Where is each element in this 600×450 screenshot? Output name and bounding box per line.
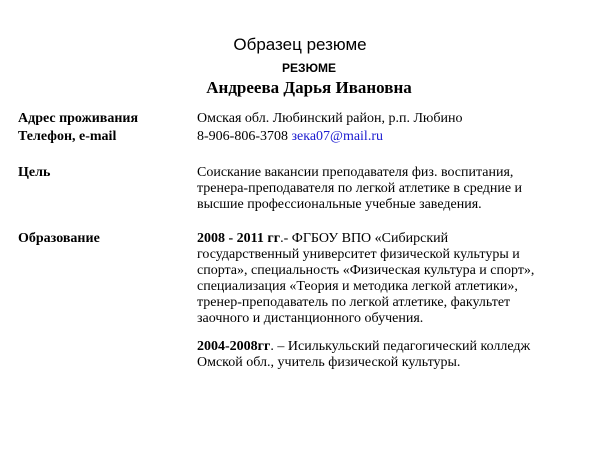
education-years: 2008 - 2011 гг	[197, 231, 281, 246]
email-link[interactable]: зека07@mail.ru	[291, 129, 383, 144]
education-entry-1	[197, 231, 582, 327]
education-label: Образование	[18, 231, 100, 246]
education-institution: .- ФГБОУ ВПО «Сибирский	[280, 231, 449, 246]
address-value: Омская обл. Любинский район, р.п. Любино	[197, 111, 463, 126]
education-entry-first-line	[197, 339, 582, 355]
education-line: заочного и дистанционного обучения.	[197, 311, 424, 326]
goal-text	[197, 165, 582, 213]
goal-line: Соискание вакансии преподавателя физ. воспитания,	[197, 165, 514, 180]
sample-title: Образец резюме	[233, 35, 367, 54]
education-line: государственный университет физической культуры и	[197, 247, 520, 262]
resume-label: РЕЗЮМЕ	[282, 61, 336, 75]
education-institution: . – Исилькульский педагогический колледж	[270, 339, 531, 354]
full-name: Андреева Дарья Ивановна	[206, 78, 412, 97]
education-years: 2004-2008гг	[197, 339, 271, 354]
phone-number: 8-906-806-3708	[197, 129, 288, 144]
address-label: Адрес проживания	[18, 111, 139, 126]
goal-line: тренера-преподавателя по легкой атлетике в средние и	[197, 181, 523, 196]
education-line: тренер-преподаватель по легкой атлетике, факультет	[197, 295, 511, 310]
education-entry-2	[197, 339, 582, 371]
education-line: Омской обл., учитель физической культуры.	[197, 355, 461, 370]
education-entry-first-line	[197, 231, 582, 247]
goal-label: Цель	[18, 165, 51, 180]
contacts-value	[197, 129, 582, 145]
goal-line: высшие профессиональные учебные заведения.	[197, 197, 482, 212]
education-line: специализация «Теория и методика легкой атлетики»,	[197, 279, 518, 294]
education-line: спорта», специальность «Физическая культура и спорт»,	[197, 263, 535, 278]
contacts-label: Телефон, e-mail	[18, 129, 117, 144]
